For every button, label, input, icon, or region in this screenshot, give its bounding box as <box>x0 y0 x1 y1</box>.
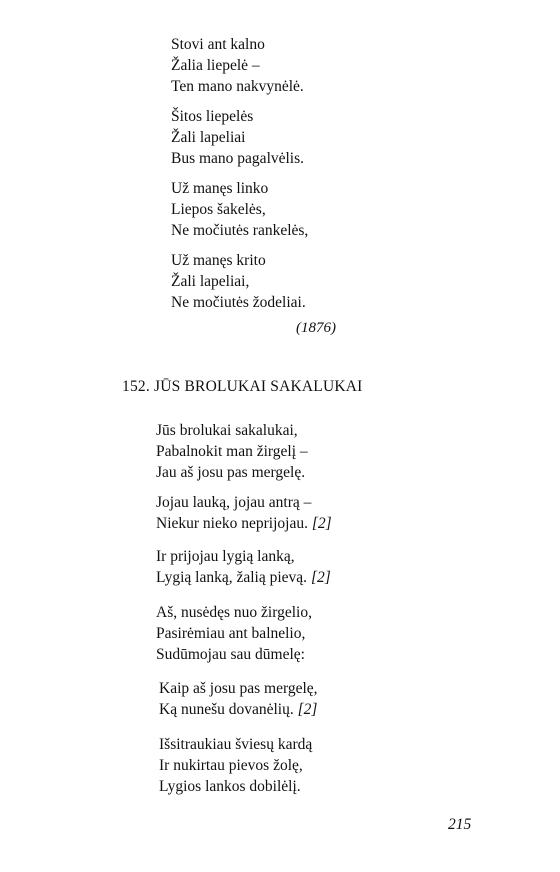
stanza <box>171 106 304 169</box>
verse-line <box>159 699 318 720</box>
verse-line: Aš, nusėdęs nuo žirgelio, <box>156 604 312 621</box>
verse-text: Lygią lanką, žalią pievą. <box>156 569 308 586</box>
stanza <box>156 492 332 534</box>
verse-line: Jojau lauką, jojau antrą – <box>156 494 312 511</box>
repeat-mark: [2] <box>297 701 318 718</box>
repeat-mark: [2] <box>310 569 331 586</box>
verse-line: Šitos liepelės <box>171 108 254 125</box>
verse-line: Jūs brolukai sakalukai, <box>156 422 298 439</box>
verse-line: Ten mano nakvynėlė. <box>171 78 304 95</box>
verse-line <box>156 567 331 588</box>
verse-line: Stovi ant kalno <box>171 36 265 53</box>
stanza <box>159 734 312 797</box>
verse-line <box>156 513 332 534</box>
poem-date: (1876) <box>296 320 336 336</box>
verse-line: Pasirėmiau ant balnelio, <box>156 625 306 642</box>
stanza <box>171 178 308 241</box>
verse-line: Ne močiutės rankelės, <box>171 222 309 239</box>
verse-line: Žalia liepelė – <box>171 57 260 74</box>
poem-title: 152. JŪS BROLUKAI SAKALUKAI <box>122 378 363 395</box>
stanza <box>171 250 306 313</box>
verse-line: Ir prijojau lygią lanką, <box>156 548 295 565</box>
verse-line: Išsitraukiau šviesų kardą <box>159 736 313 753</box>
verse-line: Liepos šakelės, <box>171 201 266 218</box>
verse-line: Lygios lankos dobilėlį. <box>159 778 301 795</box>
verse-line: Bus mano pagalvėlis. <box>171 150 305 167</box>
stanza <box>156 602 312 665</box>
verse-text: Niekur nieko neprijojau. <box>156 515 308 532</box>
verse-line: Žali lapeliai, <box>171 273 250 290</box>
stanza <box>171 34 304 97</box>
page-number: 215 <box>448 816 472 833</box>
verse-text: Ką nunešu dovanėlių. <box>159 701 294 718</box>
verse-line: Už manęs krito <box>171 252 266 269</box>
verse-line: Sudūmojau sau dūmelę: <box>156 646 305 663</box>
verse-line: Pabalnokit man žirgelį – <box>156 443 308 460</box>
stanza <box>156 420 308 483</box>
verse-line: Ir nukirtau pievos žolę, <box>159 757 303 774</box>
verse-line: Jau aš josu pas mergelę. <box>156 464 306 481</box>
stanza <box>159 678 318 720</box>
verse-line: Žali lapeliai <box>171 129 246 146</box>
verse-line: Už manęs linko <box>171 180 269 197</box>
stanza <box>156 546 331 588</box>
verse-line: Kaip aš josu pas mergelę, <box>159 680 318 697</box>
repeat-mark: [2] <box>311 515 332 532</box>
verse-line: Ne močiutės žodeliai. <box>171 294 306 311</box>
